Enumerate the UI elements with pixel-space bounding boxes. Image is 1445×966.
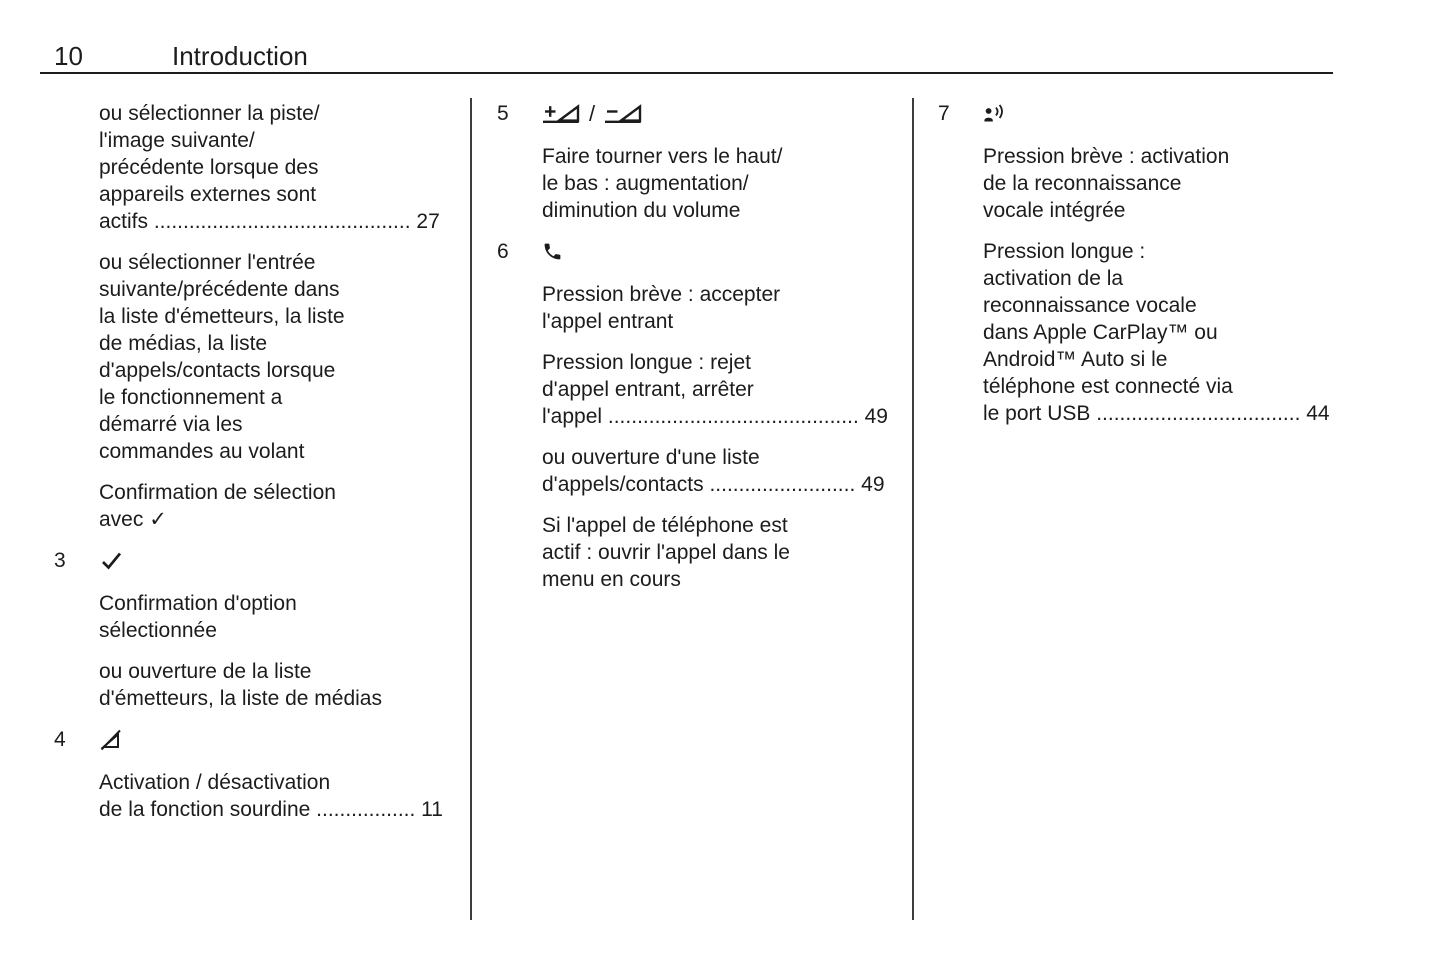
icon-row	[983, 100, 1338, 127]
column-3	[938, 100, 1338, 441]
text-line: Android™ Auto si le	[983, 348, 1168, 371]
text-line: sélectionnée	[99, 619, 217, 642]
page-title: Introduction	[172, 41, 308, 71]
text-line: commandes au volant	[99, 440, 305, 463]
text-line: diminution du volume	[542, 199, 741, 222]
mute-icon	[99, 728, 123, 752]
voice-recognition-icon	[983, 102, 1005, 125]
volume-up-icon	[542, 102, 580, 126]
text-line: actif : ouvrir l'appel dans le	[542, 541, 790, 564]
text-line: téléphone est connecté via	[983, 375, 1233, 398]
text-line: actifs ............................................ 27	[99, 210, 440, 233]
text-line: dans Apple CarPlay™ ou	[983, 321, 1218, 344]
paragraph	[983, 143, 1338, 224]
text-line: Pression brève : accepter	[542, 283, 781, 306]
list-item	[54, 726, 466, 837]
text-line: démarré via les	[99, 413, 243, 436]
paragraph	[542, 281, 899, 335]
list-item	[54, 100, 466, 547]
text-line: suivante/précédente dans	[99, 278, 340, 301]
text-line: de médias, la liste	[99, 332, 268, 355]
text-line: de la reconnaissance	[983, 172, 1182, 195]
paragraph	[542, 444, 899, 498]
icon-separator: /	[589, 101, 596, 126]
paragraph	[542, 512, 899, 593]
text-line: Si l'appel de téléphone est	[542, 514, 788, 537]
phone-icon	[542, 241, 563, 262]
list-item	[497, 100, 899, 238]
column-1	[54, 100, 466, 837]
text-line: ou sélectionner l'entrée	[99, 251, 316, 274]
text-line: le bas : augmentation/	[542, 172, 749, 195]
list-item	[497, 238, 899, 607]
text-line: Pression longue :	[983, 240, 1146, 263]
header-rule	[40, 72, 1333, 74]
text-line: précédente lorsque des	[99, 156, 319, 179]
text-line: Faire tourner vers le haut/	[542, 145, 783, 168]
text-line: reconnaissance vocale	[983, 294, 1197, 317]
volume-down-icon	[604, 102, 642, 126]
item-content	[983, 100, 1338, 441]
page-number: 10	[54, 41, 83, 71]
item-number: 7	[938, 102, 950, 125]
item-content	[99, 100, 466, 547]
list-item	[54, 547, 466, 726]
text-line: Confirmation d'option	[99, 592, 297, 615]
text-line: avec ✓	[99, 508, 167, 531]
text-line: activation de la	[983, 267, 1124, 290]
text-line: Pression brève : activation	[983, 145, 1230, 168]
item-content	[99, 547, 466, 726]
text-line: l'image suivante/	[99, 129, 255, 152]
text-line: ou ouverture de la liste	[99, 660, 312, 683]
check-icon	[99, 550, 124, 572]
paragraph	[99, 479, 466, 533]
column-separator-2	[912, 98, 914, 920]
text-line: d'appels/contacts lorsque	[99, 359, 336, 382]
paragraph	[99, 658, 466, 712]
list-item	[938, 100, 1338, 441]
icon-row	[542, 100, 899, 127]
column-2	[497, 100, 899, 607]
icon-row	[542, 238, 899, 265]
text-line: menu en cours	[542, 568, 681, 591]
text-line: Pression longue : rejet	[542, 351, 751, 374]
paragraph	[542, 349, 899, 430]
paragraph	[99, 590, 466, 644]
item-number: 6	[497, 240, 509, 263]
text-line: ou sélectionner la piste/	[99, 102, 320, 125]
text-line: l'appel entrant	[542, 310, 674, 333]
column-separator-1	[470, 98, 472, 920]
item-content	[99, 726, 466, 837]
paragraph	[99, 100, 466, 235]
text-line: Activation / désactivation	[99, 771, 331, 794]
text-line: le fonctionnement a	[99, 386, 283, 409]
item-number: 4	[54, 728, 66, 751]
text-line: ou ouverture d'une liste	[542, 446, 760, 469]
item-content	[542, 238, 899, 607]
text-line: Confirmation de sélection	[99, 481, 336, 504]
text-line: vocale intégrée	[983, 199, 1126, 222]
paragraph	[983, 238, 1338, 427]
icon-row	[99, 726, 466, 753]
text-line: la liste d'émetteurs, la liste	[99, 305, 345, 328]
paragraph	[542, 143, 899, 224]
item-number: 3	[54, 549, 66, 572]
item-content	[542, 100, 899, 238]
item-number: 5	[497, 102, 509, 125]
paragraph	[99, 249, 466, 465]
text-line: d'émetteurs, la liste de médias	[99, 687, 382, 710]
text-line: l'appel ........................................... 49	[542, 405, 888, 428]
icon-row	[99, 547, 466, 574]
text-line: le port USB ................................... 44	[983, 402, 1330, 425]
text-line: d'appel entrant, arrêter	[542, 378, 754, 401]
text-line: appareils externes sont	[99, 183, 317, 206]
text-line: de la fonction sourdine ................. 11	[99, 798, 443, 821]
paragraph	[99, 769, 466, 823]
text-line: d'appels/contacts ......................... 49	[542, 473, 885, 496]
